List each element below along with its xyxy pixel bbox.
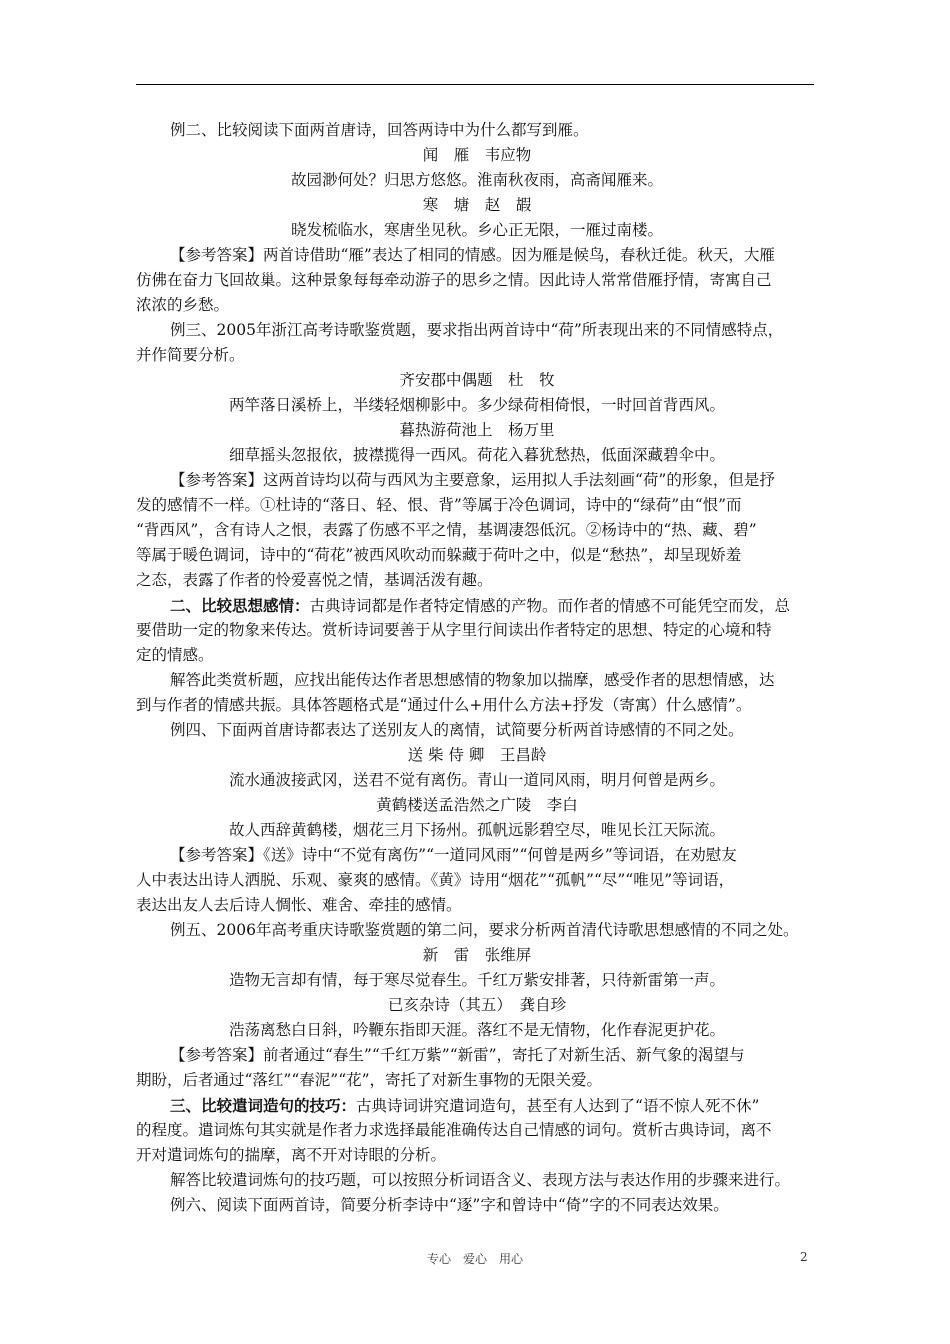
text-line: 【参考答案】《送》诗中“不觉有离伤”“一道同风雨”“何曾是两乡”等词语，在劝慰友 <box>170 846 737 864</box>
text-line: 例四、下面两首唐诗都表达了送别友人的离情，试简要分析两首诗感情的不同之处。 <box>170 721 744 739</box>
section-text: 古典诗词讲究遣词造句，甚至有人达到了“语不惊人死不休” <box>356 1097 760 1115</box>
section-heading: 三、比较遣词造句的技巧： <box>170 1096 357 1115</box>
centered-line: 暮热游荷池上 杨万里 <box>399 421 555 439</box>
centered-line: 晓发梳临水，寒唐坐见秋。乡心正无限，一雁过南楼。 <box>290 221 663 239</box>
text-line: 浓浓的乡愁。 <box>136 296 230 314</box>
centered-line: 齐安郡中偶题 杜 牧 <box>399 371 555 389</box>
text-line: 期盼，后者通过“落红”“春泥”“花”，寄托了对新生事物的无限关爱。 <box>136 1071 603 1089</box>
text-line: 【参考答案】这两首诗均以荷与西风为主要意象，运用拟人手法刻画“荷”的形象，但是抒 <box>170 471 775 489</box>
text-line: 表达出友人去后诗人惆怅、难舍、牵挂的感情。 <box>136 896 462 914</box>
text-line: 要借助一定的物象来传达。赏析诗词要善于从字里行间读出作者特定的思想、特定的心境和特 <box>136 621 772 639</box>
text-line: 之态，表露了作者的怜爱喜悦之情，基调活泼有趣。 <box>136 571 493 589</box>
text-line: 的程度。遣词炼句其实就是作者力求选择最能准确传达自己情感的词句。赏析古典诗词，离不 <box>136 1121 772 1139</box>
centered-line: 已亥杂诗（其五） 龚自珍 <box>387 996 567 1014</box>
centered-line: 流水通波接武冈，送君不觉有离伤。青山一道同风雨，明月何曾是两乡。 <box>228 771 725 789</box>
page-number: 2 <box>800 1250 808 1264</box>
text-line: 人中表达出诗人洒脱、乐观、豪爽的感情。《黄》诗用“烟花”“孤帆”“尽”“唯见”等词语， <box>136 871 735 889</box>
text-line: 解答比较遣词炼句的技巧题，可以按照分析词语含义、表现方法与表达作用的步骤来进行。 <box>170 1171 791 1189</box>
text-line: 例五、2006年高考重庆诗歌鉴赏题的第二问，要求分析两首清代诗歌思想感情的不同之处。 <box>170 921 799 939</box>
text-line: 开对遣词炼句的揣摩，离不开对诗眼的分析。 <box>136 1146 447 1164</box>
centered-line: 黄鹤楼送孟浩然之广陵 李白 <box>376 796 578 814</box>
text-line: 并作简要分析。 <box>136 346 245 364</box>
text-line <box>136 1093 818 1118</box>
page-footer: 专心 爱心 用心 <box>426 1252 523 1266</box>
centered-line: 故人西辞黄鹤楼，烟花三月下扬州。孤帆远影碧空尽，唯见长江天际流。 <box>228 821 725 839</box>
document-body <box>136 118 818 1218</box>
centered-line: 送 柴 侍 卿 王昌龄 <box>407 746 547 764</box>
centered-line: 造物无言却有情，每于寒尽觉春生。千红万紫安排著，只待新雷第一声。 <box>228 971 725 989</box>
text-line: 仿佛在奋力飞回故巢。这种景象每每牵动游子的思乡之情。因此诗人常常借雁抒情，寄寓自己 <box>136 271 772 289</box>
text-line: “背西风”，含有诗人之恨，表露了伤感不平之情，基调凄怨低沉。②杨诗中的“热、藏、碧” <box>136 521 757 539</box>
text-line: 解答此类赏析题，应找出能传达作者思想感情的物象加以揣摩，感受作者的思想情感，达 <box>170 671 775 689</box>
centered-line: 闻 雁 韦应物 <box>422 146 532 164</box>
centered-line: 故园渺何处？归思方悠悠。淮南秋夜雨，高斋闻雁来。 <box>290 171 663 189</box>
text-line: 例二、比较阅读下面两首唐诗，回答两诗中为什么都写到雁。 <box>170 121 589 139</box>
centered-line: 两竿落日溪桥上，半缕轻烟柳影中。多少绿荷相倚恨，一时回首背西风。 <box>228 396 725 414</box>
centered-line: 浩荡离愁白日斜，吟鞭东指即天涯。落红不是无情物，化作春泥更护花。 <box>228 1021 725 1039</box>
text-line: 【参考答案】两首诗借助“雁”表达了相同的情感。因为雁是候鸟，春秋迁徙。秋天，大雁 <box>170 246 775 264</box>
text-line: 例六、阅读下面两首诗，简要分析李诗中“逐”字和曾诗中“倚”字的不同表达效果。 <box>170 1196 729 1214</box>
text-line <box>136 593 818 618</box>
centered-line: 寒 塘 赵 嘏 <box>422 196 532 214</box>
text-line: 【参考答案】前者通过“春生”“千红万紫”“新雷”，寄托了对新生活、新气象的渴望与 <box>170 1046 745 1064</box>
text-line: 等属于暖色调词，诗中的“荷花”被西风吹动而躲藏于荷叶之中，似是“愁热”，却呈现娇羞 <box>136 546 742 564</box>
centered-line: 细草摇头忽报依，披襟揽得一西风。荷花入暮犹愁热，低面深藏碧伞中。 <box>228 446 725 464</box>
text-line: 到与作者的情感共振。具体答题格式是“通过什么+用什么方法+抒发（寄寓）什么感情”。 <box>136 696 752 714</box>
text-line: 定的情感。 <box>136 646 214 664</box>
header-rule <box>136 84 814 85</box>
text-line: 例三、2005年浙江高考诗歌鉴赏题，要求指出两首诗中“荷”所表现出来的不同情感特点， <box>170 321 784 339</box>
section-heading: 二、比较思想感情： <box>170 596 310 615</box>
centered-line: 新 雷 张维屏 <box>422 946 532 964</box>
section-text: 古典诗词都是作者特定情感的产物。而作者的情感不可能凭空而发，总 <box>309 597 791 615</box>
text-line: 发的感情不一样。①杜诗的“落日、轻、恨、背”等属于冷色调词，诗中的“绿荷”由“恨”而 <box>136 496 742 514</box>
